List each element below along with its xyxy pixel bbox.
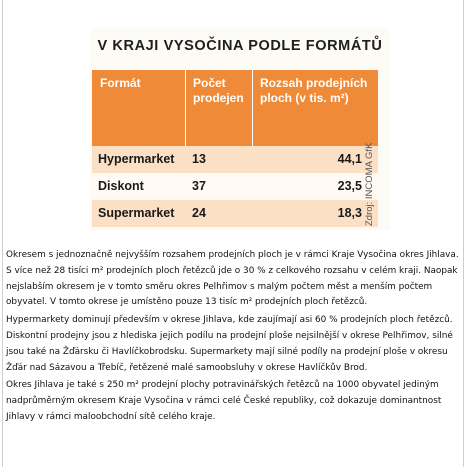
source-note: Zdroj: INCOMA GfK — [364, 142, 375, 226]
header-format: Formát — [100, 76, 141, 90]
cell-count: 24 — [192, 206, 206, 220]
header-sales-area: Rozsah prodejních ploch (v tis. m²) — [260, 76, 368, 105]
header-store-count: Počet prodejen — [193, 76, 244, 105]
cell-area: 44,1 — [337, 152, 362, 166]
table-row — [92, 227, 378, 230]
table-header-row — [92, 70, 378, 146]
cell-area: 23,5 — [337, 179, 362, 193]
cell-area: 18,3 — [337, 206, 362, 220]
page-left-border — [2, 0, 3, 467]
cell-count: 37 — [192, 179, 206, 193]
cell-format: Diskont — [98, 179, 144, 193]
page-right-border — [463, 0, 464, 467]
paragraph: Okres Jihlava je také s 250 m² prodejní plochy potravinářských řetězců na 1000 obyvatel jediným nadprůměrným okresem Kraje Vysočina v rámci celé České republiky, což dokazuje dominantnost Jihlavy v rámci maloobchodní sítě celého kraje. — [6, 380, 442, 422]
body-text — [6, 248, 462, 428]
figure-title: V KRAJI VYSOČINA PODLE FORMÁTŮ — [97, 38, 383, 54]
header-divider — [185, 70, 186, 146]
table-row — [92, 173, 378, 200]
paragraph: Okresem s jednoznačně nejvyšším rozsahem prodejních ploch je v rámci Kraje Vysočina okres Jihlava. S více než 28 tisíci m² prodejních ploch řetězců jde o 30 % z celkového rozsahu v celém kraji. Naopak nejslabším okresem je v tomto směru okres Pelhřimov s malým počtem měst a menším počtem obyvatel. V tomto okrese je umístěno pouze 13 tisíc m² prodejních ploch řetězců. — [6, 250, 459, 308]
cell-count: 13 — [192, 152, 206, 166]
cell-format: Hypermarket — [98, 152, 175, 166]
embedded-table-image — [90, 28, 390, 230]
paragraph: Hypermarkety dominují především v okrese Jihlava, kde zaujímají asi 60 % prodejních ploch řetězců. Diskontní prodejny jsou z hlediska jejich podílu na prodejní ploše nejsilnější v okrese Pelhřimov, silné jsou také na Žďársku či Havlíčkobrodsku. Supermarkety mají silné podíly na prodejní ploše v okresu Žďár nad Sázavou a Třebíč, řetězené malé samoobsluhy v okrese Havlíčkův Brod. — [6, 315, 453, 373]
table-row — [92, 200, 378, 227]
header-divider — [252, 70, 253, 146]
table-row — [92, 146, 378, 173]
cell-format: Supermarket — [98, 206, 175, 220]
